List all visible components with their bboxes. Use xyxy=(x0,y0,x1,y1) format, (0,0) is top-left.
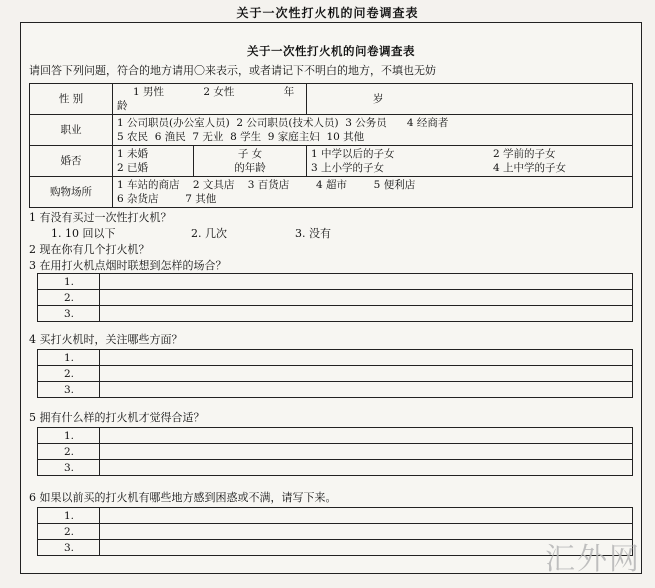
answer-row xyxy=(38,428,633,444)
form-title: 关于一次性打火机的问卷调查表 xyxy=(247,44,415,58)
child-option-3[interactable]: 3 上小学的子女 xyxy=(311,162,385,174)
shop-options-line1[interactable]: 1 车站的商店 2 文具店 3 百货店 4 超市 5 便利店 xyxy=(117,179,416,191)
married-option[interactable]: 2 已婚 xyxy=(117,162,149,174)
row-number: 1. xyxy=(38,428,100,444)
row-number: 2. xyxy=(38,444,100,460)
answer-row xyxy=(38,540,633,556)
q6-answer-table xyxy=(37,507,633,556)
child-option-2[interactable]: 2 学前的子女 xyxy=(493,148,556,160)
question-6: 6 如果以前买的打火机有哪些地方感到困惑或不满，请写下来。 xyxy=(29,491,337,504)
row-number: 1. xyxy=(38,350,100,366)
answer-row xyxy=(38,382,633,398)
answer-row xyxy=(38,306,633,322)
row-number: 3. xyxy=(38,460,100,476)
answer-row xyxy=(38,444,633,460)
q1-option-2[interactable]: 2. 几次 xyxy=(191,227,227,240)
age-label: 年龄 xyxy=(117,86,295,112)
q1-option-1[interactable]: 1. 10 回以下 xyxy=(51,227,116,240)
answer-row xyxy=(38,508,633,524)
question-1-options xyxy=(51,225,331,241)
shop-row xyxy=(30,177,633,208)
child-age-label-line1: 子 女 xyxy=(237,148,263,160)
job-label: 职业 xyxy=(30,115,113,146)
q3-answer-table xyxy=(37,273,633,322)
answer-row xyxy=(38,350,633,366)
gender-female-option[interactable]: 2 女性 xyxy=(203,86,235,98)
answer-field[interactable] xyxy=(100,508,633,524)
answer-row xyxy=(38,524,633,540)
answer-row xyxy=(38,366,633,382)
form-intro: 请回答下列问题，符合的地方请用〇来表示，或者请记下不明白的地方，不填也无妨 xyxy=(29,64,436,77)
marriage-options[interactable] xyxy=(113,146,194,177)
answer-field[interactable] xyxy=(100,306,633,322)
row-number: 2. xyxy=(38,290,100,306)
job-options-line2[interactable]: 5 农民 6 渔民 7 无业 8 学生 9 家庭主妇 10 其他 xyxy=(117,131,365,143)
gender-male-option[interactable]: 1 男性 xyxy=(133,86,165,98)
answer-field[interactable] xyxy=(100,350,633,366)
answer-field[interactable] xyxy=(100,274,633,290)
child-age-label xyxy=(194,146,307,177)
marriage-row xyxy=(30,146,633,177)
page-title: 关于一次性打火机的问卷调查表 xyxy=(236,6,419,20)
job-options-line1[interactable]: 1 公司职员(办公室人员) 2 公司职员(技术人员) 3 公务员 4 经商者 xyxy=(117,117,449,129)
child-option-4[interactable]: 4 上中学的子女 xyxy=(493,162,567,174)
child-age-label-line2: 的年龄 xyxy=(234,162,266,174)
question-5: 5 拥有什么样的打火机才觉得合适？ xyxy=(29,411,205,424)
question-2: 2 现在你有几个打火机？ xyxy=(29,243,150,256)
job-options[interactable] xyxy=(113,115,633,146)
site-watermark: 汇外网 xyxy=(545,542,641,577)
shop-options-line2[interactable]: 6 杂货店 7 其他 xyxy=(117,193,217,205)
answer-field[interactable] xyxy=(100,290,633,306)
q1-option-3[interactable]: 3. 没有 xyxy=(295,227,331,240)
personal-info-table xyxy=(29,83,633,208)
child-age-options[interactable] xyxy=(307,146,633,177)
answer-field[interactable] xyxy=(100,382,633,398)
question-3: 3 在用打火机点烟时联想到怎样的场合？ xyxy=(29,259,227,272)
answer-row xyxy=(38,274,633,290)
row-number: 3. xyxy=(38,382,100,398)
answer-field[interactable] xyxy=(100,428,633,444)
row-number: 1. xyxy=(38,508,100,524)
questionnaire-form xyxy=(20,22,642,574)
age-field[interactable] xyxy=(307,84,633,115)
row-number: 3. xyxy=(38,306,100,322)
row-number: 3. xyxy=(38,540,100,556)
job-row xyxy=(30,115,633,146)
child-option-1[interactable]: 1 中学以后的子女 xyxy=(311,148,395,160)
answer-row xyxy=(38,460,633,476)
question-1: 1 有没有买过一次性打火机？ xyxy=(29,211,172,224)
row-number: 2. xyxy=(38,524,100,540)
answer-field[interactable] xyxy=(100,460,633,476)
answer-field[interactable] xyxy=(100,444,633,460)
single-option[interactable]: 1 未婚 xyxy=(117,148,149,160)
q4-answer-table xyxy=(37,349,633,398)
answer-row xyxy=(38,290,633,306)
age-unit: 岁 xyxy=(373,93,384,105)
gender-row xyxy=(30,84,633,115)
shop-options[interactable] xyxy=(113,177,633,208)
answer-field[interactable] xyxy=(100,366,633,382)
gender-label: 性 别 xyxy=(30,84,113,115)
row-number: 2. xyxy=(38,366,100,382)
marriage-label: 婚否 xyxy=(30,146,113,177)
row-number: 1. xyxy=(38,274,100,290)
shop-label: 购物场所 xyxy=(30,177,113,208)
question-4: 4 买打火机时，关注哪些方面？ xyxy=(29,333,183,346)
gender-options[interactable] xyxy=(113,84,307,115)
q5-answer-table xyxy=(37,427,633,476)
